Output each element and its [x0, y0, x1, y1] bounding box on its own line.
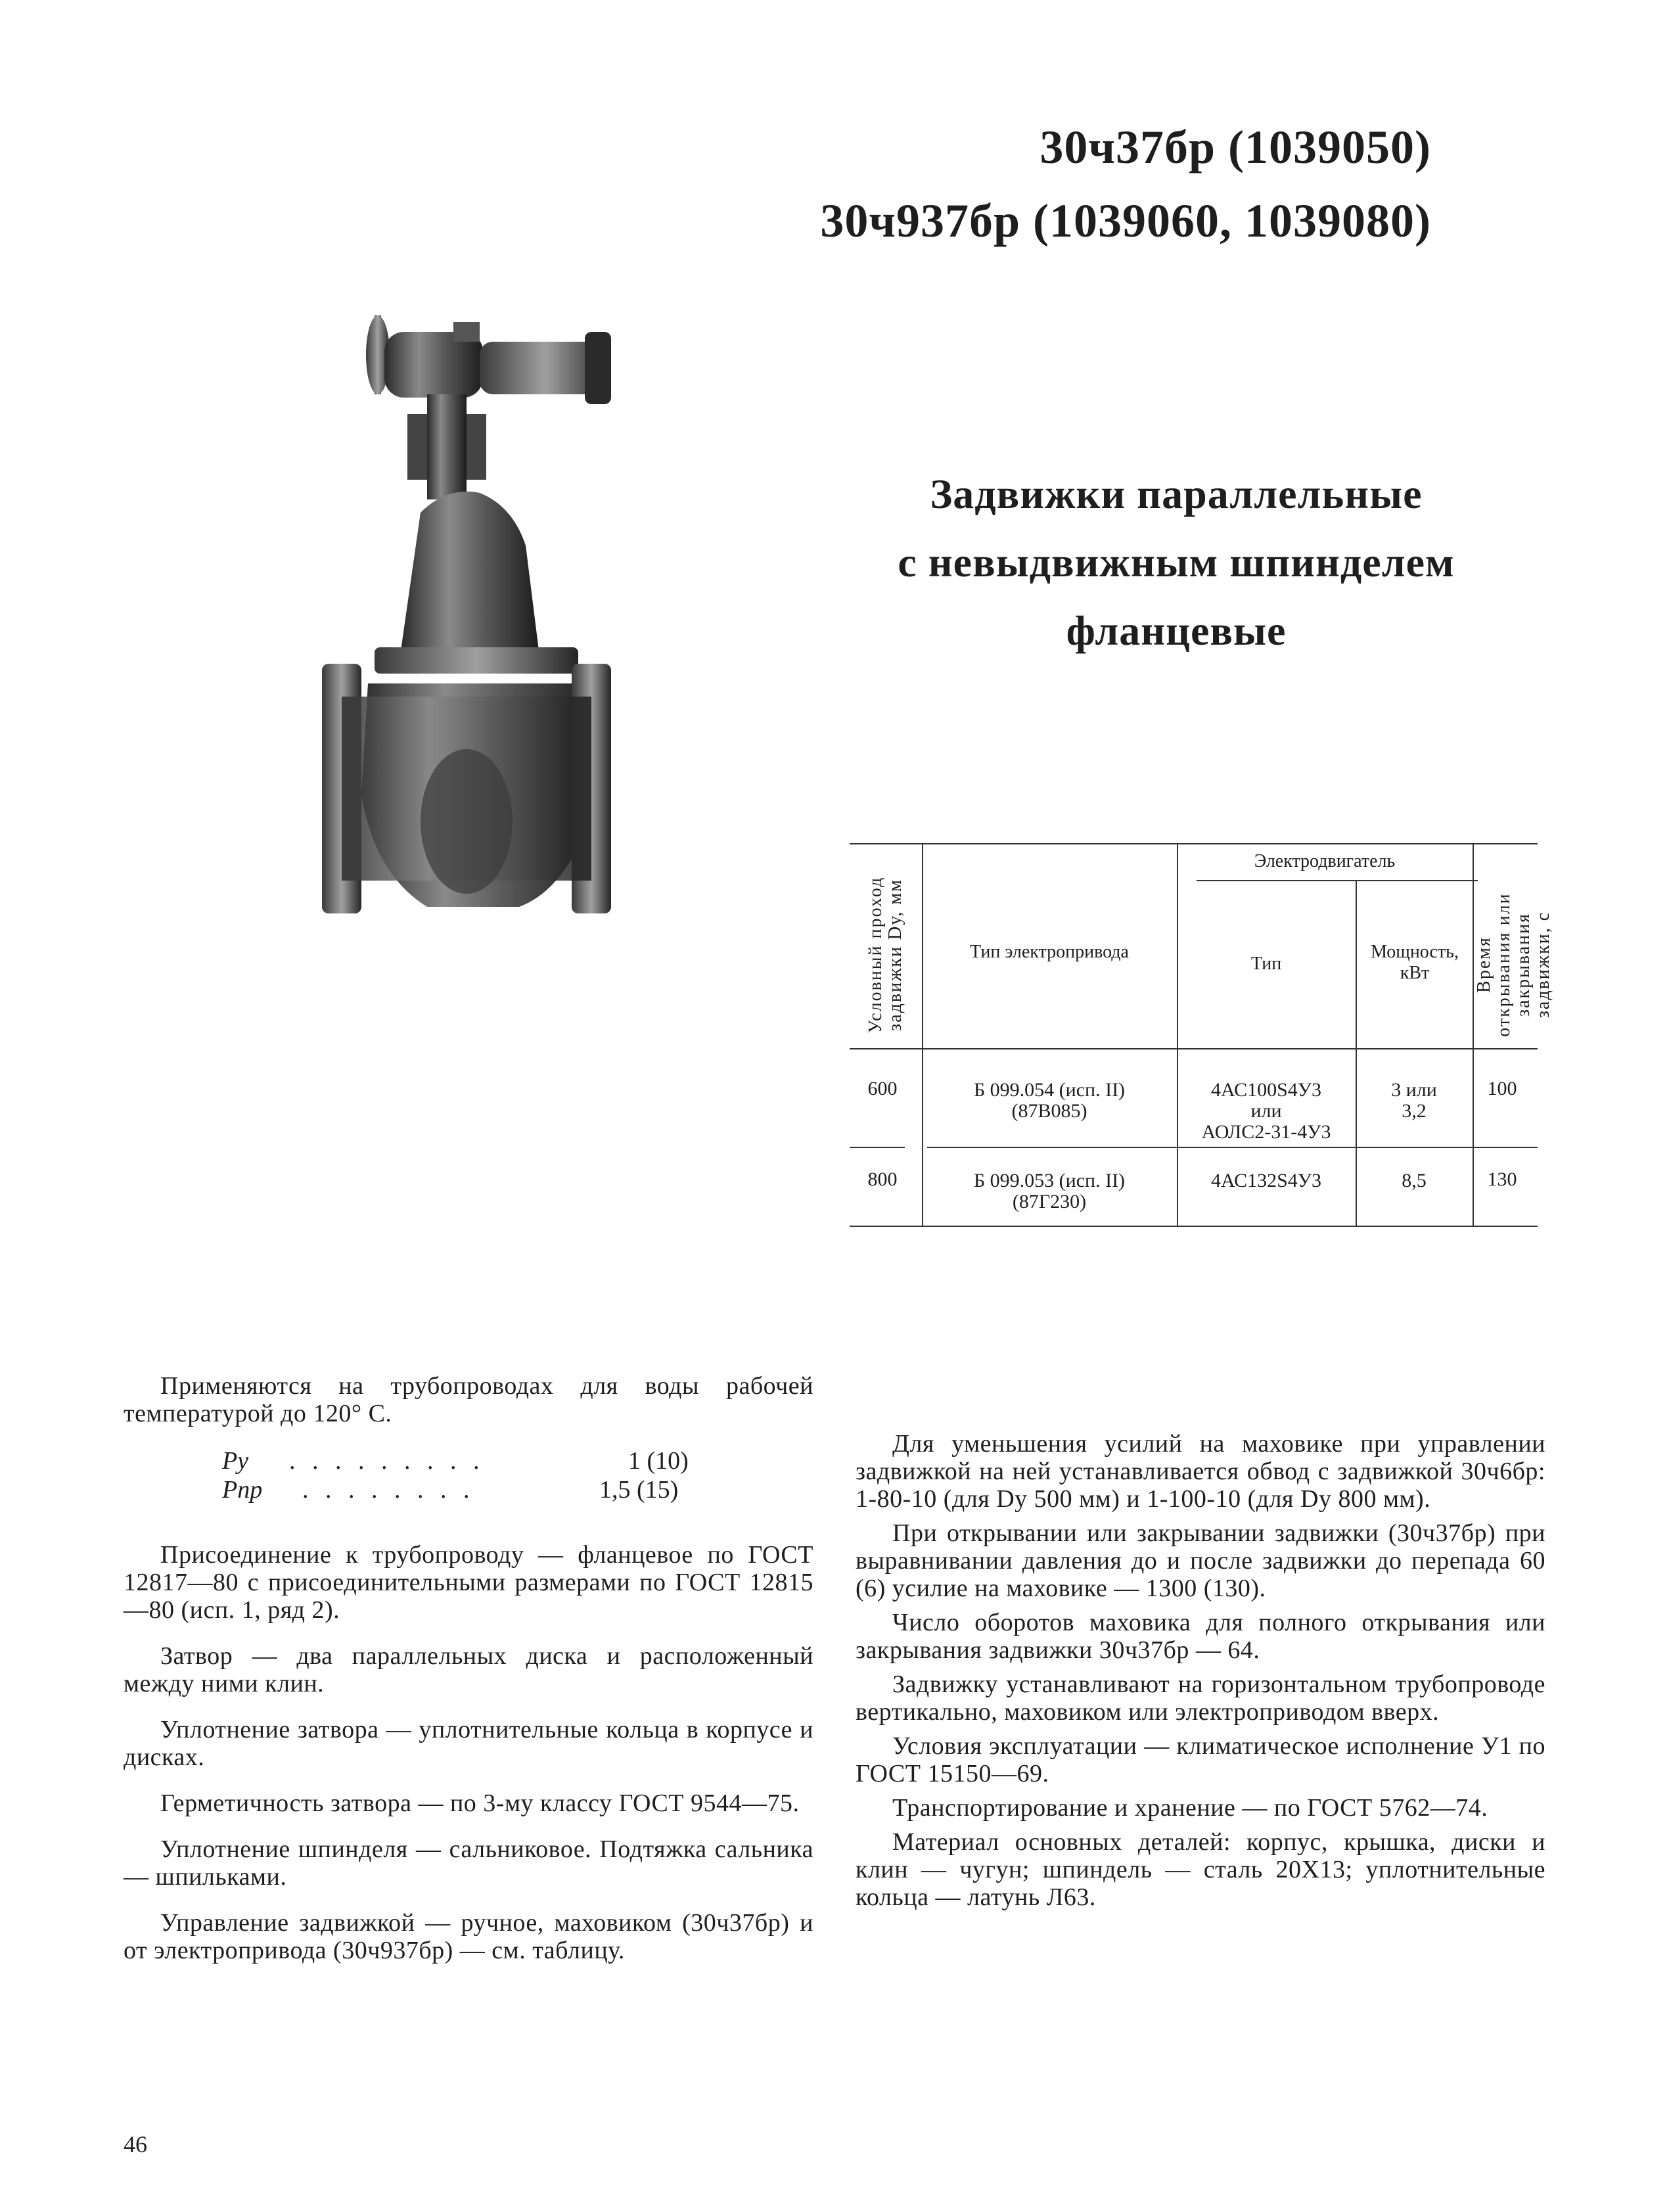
table-col-sep-1: [922, 843, 923, 1227]
title-line-2: с невыдвижным шпинделем: [898, 539, 1455, 586]
tightness-paragraph: Герметичность затвора — по 3-му классу ГОСТ 9544—75.: [160, 1789, 800, 1817]
pressure-test-value: 1,5 (15): [599, 1476, 679, 1504]
header-operation-time: [1474, 883, 1553, 1046]
gate-paragraph: Затвор — два параллельных диска и расположенный между ними клин.: [124, 1642, 813, 1697]
force-paragraph: При открывании или закрывании задвижки (30ч37бр) при выравнивании давления до и после задвижки до перепада 60 (6) усилие на маховике — 1300 (130).: [856, 1519, 1545, 1602]
row1-nominal-diameter: 600: [867, 1078, 898, 1099]
table-rule-motor-group: [1197, 880, 1478, 881]
control-paragraph: Управление задвижкой — ручное, маховиком (30ч37бр) и от электропривода (30ч937бр) — см. таблицу.: [124, 1909, 813, 1964]
installation-paragraph: Задвижку устанавливают на горизонтальном трубопроводе вертикально, маховиком или электроприводом вверх.: [856, 1671, 1545, 1726]
connection-paragraph: Присоединение к трубопроводу — фланцевое по ГОСТ 12817—80 с присоединительными размерами по ГОСТ 12815—80 (исп. 1, ряд 2).: [124, 1541, 813, 1624]
turns-paragraph: Число оборотов маховика для полного открывания или закрывания задвижки 30ч37бр — 64.: [856, 1609, 1545, 1664]
spec-table: [850, 843, 1553, 1227]
title-line-3: фланцевые: [1066, 607, 1287, 654]
row1-motor-type-line3: АОЛС2-31-4У3: [1201, 1121, 1331, 1143]
table-col-sep-2: [1177, 843, 1178, 1227]
row1-operation-time: 100: [1487, 1078, 1517, 1099]
row2-nominal-diameter: 800: [867, 1168, 898, 1190]
pressure-nominal-dots: . . . . . . . . .: [289, 1447, 485, 1475]
materials-paragraph: Материал основных деталей: корпус, крышка, диски и клин — чугун; шпиндель — сталь 20Х13; уплотнительные кольца — латунь Л63.: [856, 1828, 1545, 1911]
stem-seal-paragraph: Уплотнение шпинделя — сальниковое. Подтяжка сальника — шпильками.: [124, 1835, 813, 1891]
pressure-nominal-value: 1 (10): [628, 1447, 689, 1475]
left-paragraphs: [124, 1541, 813, 1964]
header-motor-power: Мощность, кВт: [1371, 942, 1459, 983]
operating-conditions-paragraph: Условия эксплуатации — климатическое исполнение У1 по ГОСТ 15150—69.: [856, 1732, 1545, 1787]
intro-paragraph: Применяются на трубопроводах для воды рабочей температурой до 120° С.: [124, 1372, 813, 1427]
gate-seal-paragraph: Уплотнение затвора — уплотнительные кольца в корпусе и дисках.: [124, 1716, 813, 1771]
table-rule-row-separator-left: [850, 1147, 905, 1148]
product-codes: [820, 110, 1431, 258]
header-motor-type: Тип: [1250, 954, 1282, 974]
valve-photo: [322, 296, 611, 940]
header-motor-group: Электродвигатель: [1254, 851, 1396, 871]
right-paragraphs: [856, 1430, 1545, 1911]
row1-power-line2: 3,2: [1402, 1100, 1427, 1122]
left-intro: [124, 1372, 813, 1427]
row2-power: 8,5: [1402, 1170, 1427, 1191]
header-nominal-diameter-text: Условный проход задвижки Dу, мм: [865, 876, 905, 1034]
transport-paragraph: Транспортирование и хранение — по ГОСТ 5762—74.: [892, 1794, 1488, 1822]
bypass-paragraph: Для уменьшения усилий на маховике при управлении задвижкой на ней устанавливается обвод с задвижкой 30ч6бр: 1-80-10 (для Dу 500 мм) и 1-100-10 (для Dу 800 мм).: [856, 1430, 1545, 1513]
table-rule-top: [850, 843, 1538, 844]
table-rule-row-separator-right: [927, 1147, 1538, 1148]
page-number: 46: [124, 2131, 147, 2157]
page-title: [854, 460, 1498, 665]
title-line-1: Задвижки параллельные: [930, 471, 1423, 517]
row2-drive-type-line1: Б 099.053 (исп. II): [973, 1170, 1126, 1191]
table-rule-bottom: [850, 1226, 1538, 1227]
row1-drive-type-line1: Б 099.054 (исп. II): [973, 1079, 1126, 1101]
row1-drive-type-line2: (87В085): [1011, 1100, 1087, 1122]
pressure-test-label: Pпр: [222, 1476, 263, 1504]
table-rule-header-bottom: [850, 1048, 1538, 1049]
header-operation-time-text: Время открывания или закрывания задвижки, с: [1474, 892, 1553, 1037]
row2-drive-type-line2: (87Г230): [1012, 1191, 1087, 1212]
row1-motor-type-line1: 4АС100S4У3: [1210, 1079, 1322, 1101]
pressure-nominal-label: Pу: [222, 1447, 249, 1475]
row1-motor-type-line2: или: [1250, 1100, 1282, 1122]
pressure-test-dots: . . . . . . . .: [302, 1476, 475, 1504]
product-code-line-2: 30ч937бр (1039060, 1039080): [820, 195, 1431, 247]
product-code-line-1: 30ч37бр (1039050): [1040, 121, 1431, 173]
header-drive-type: Тип электропривода: [970, 942, 1129, 962]
header-nominal-diameter: [866, 866, 908, 1044]
row1-power-line1: 3 или: [1391, 1079, 1437, 1101]
row2-operation-time: 130: [1487, 1168, 1517, 1190]
row2-motor-type: 4АС132S4У3: [1210, 1170, 1322, 1191]
